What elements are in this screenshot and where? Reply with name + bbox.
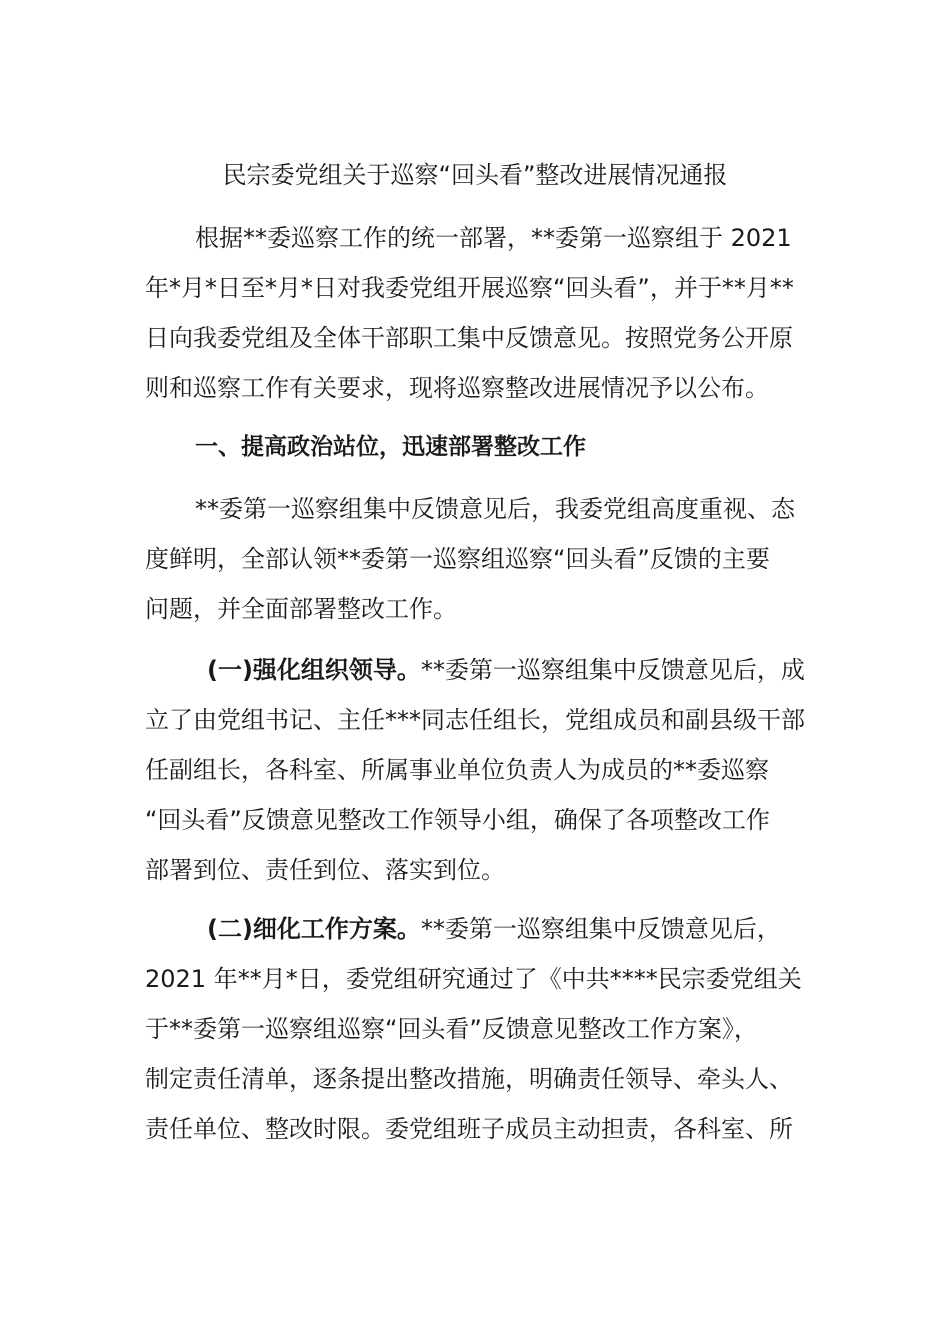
intro-line: 根据**委巡察工作的统一部署，**委第一巡察组于 2021: [195, 224, 792, 252]
item1-line: 部署到位、责任到位、落实到位。: [145, 856, 505, 884]
intro-line: 年*月*日至*月*日对我委党组开展巡察“回头看”，并于**月**: [145, 274, 794, 302]
item2-line: 于**委第一巡察组巡察“回头看”反馈意见整改工作方案》，: [145, 1015, 758, 1043]
section1-heading: [145, 422, 810, 472]
item1-lead: (一)强化组织领导。: [207, 656, 421, 684]
intro-paragraph: [145, 213, 810, 413]
item2-line: 2021 年**月*日，委党组研究通过了《中共****民宗委党组关: [145, 965, 802, 993]
item2-paragraph: [145, 904, 810, 1154]
item2-first-rest: **委第一巡察组集中反馈意见后，: [420, 915, 781, 943]
item1-line: “回头看”反馈意见整改工作领导小组，确保了各项整改工作: [145, 806, 770, 834]
item1-paragraph: [145, 645, 810, 895]
section-heading-text: 一、提高政治站位，迅速部署整改工作: [195, 434, 586, 460]
section1-line: 问题，并全面部署整改工作。: [145, 595, 457, 623]
intro-line: 日向我委党组及全体干部职工集中反馈意见。按照党务公开原: [145, 324, 793, 352]
item1-line: 任副组长，各科室、所属事业单位负责人为成员的**委巡察: [145, 756, 769, 784]
intro-line: 则和巡察工作有关要求，现将巡察整改进展情况予以公布。: [145, 374, 769, 402]
item1-first-rest: **委第一巡察组集中反馈意见后，成: [420, 656, 805, 684]
item2-line: 制定责任清单，逐条提出整改措施，明确责任领导、牵头人、: [145, 1065, 793, 1093]
item2-line: 责任单位、整改时限。委党组班子成员主动担责，各科室、所: [145, 1115, 793, 1143]
document-title: 民宗委党组关于巡察“回头看”整改进展情况通报: [222, 161, 728, 189]
section1-line: 度鲜明，全部认领**委第一巡察组巡察“回头看”反馈的主要: [145, 545, 770, 573]
section1-line: **委第一巡察组集中反馈意见后，我委党组高度重视、态: [195, 495, 795, 523]
item2-lead: (二)细化工作方案。: [207, 915, 421, 943]
item2-first-line: [145, 904, 810, 954]
section1-paragraph: [145, 484, 810, 634]
item1-first-line: [145, 645, 810, 695]
item1-line: 立了由党组书记、主任***同志任组长，党组成员和副县级干部: [145, 706, 805, 734]
